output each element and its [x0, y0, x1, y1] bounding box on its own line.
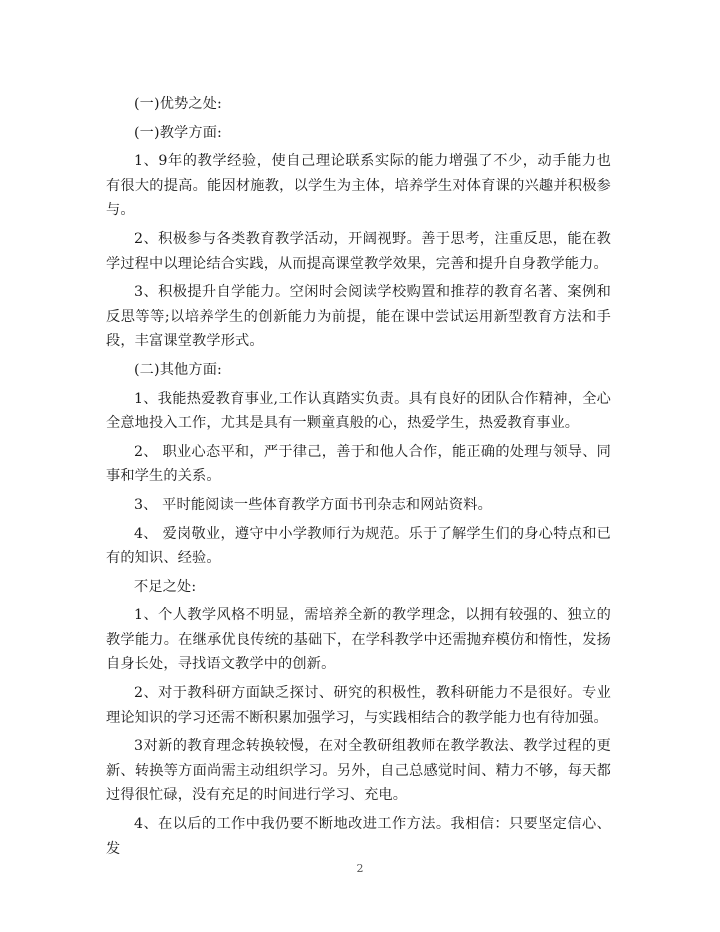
heading-shortcomings: 不足之处:	[134, 578, 197, 595]
paragraph-other-3: 3、 平时能阅读一些体育教学方面书刊杂志和网站资料。	[134, 496, 492, 513]
paragraph-shortcoming-4: 4、在以后的工作中我仍要不断地改进工作方法。我相信：只要坚定信心、发	[106, 816, 611, 857]
paragraph-teaching-1: 1、9年的教学经验，使自己理论联系实际的能力增强了不少，动手能力也有很大的提高。能因材施教，以学生为主体，培养学生对体育课的兴趣并积极参与。	[106, 153, 611, 219]
paragraph-shortcoming-1: 1、个人教学风格不明显，需培养全新的教学理念，以拥有较强的、独立的教学能力。在继承优良传统的基础下，在学科教学中还需抛弃模仿和惰性，发扬自身长处，寻找语文教学中的创新。	[106, 607, 611, 673]
heading-strengths: (一)优势之处:	[134, 96, 222, 112]
paragraph-other-4: 4、 爱岗敬业，遵守中小学教师行为规范。乐于了解学生们的身心特点和已有的知识、经验。	[106, 525, 611, 567]
paragraph-teaching-2: 2、积极参与各类教育教学活动，开阔视野。善于思考，注重反思，能在教学过程中以理论结合实践，从而提高课堂教学效果，完善和提升自身教学能力。	[106, 230, 611, 272]
paragraph-other-2: 2、 职业心态平和，严于律己，善于和他人合作，能正确的处理与领导、同事和学生的关系。	[106, 443, 611, 485]
heading-teaching: (一)教学方面:	[134, 124, 222, 141]
heading-other: (二)其他方面:	[134, 361, 222, 378]
paragraph-shortcoming-2: 2、对于教科研方面缺乏探讨、研究的积极性，教科研能力不是很好。专业理论知识的学习还需不断积累加强学习，与实践相结合的教学能力也有待加强。	[106, 685, 611, 726]
paragraph-shortcoming-3: 3对新的教育理念转换较慢，在对全教研组教师在教学教法、教学过程的更新、转换等方面尚需主动组织学习。另外，自己总感觉时间、精力不够，每天都过得很忙碌，没有充足的时间进行学习、充电。	[106, 738, 611, 804]
page-number: 2	[356, 862, 364, 875]
paragraph-teaching-3: 3、积极提升自学能力。空闲时会阅读学校购置和推荐的教育名著、案例和反思等等;以培养学生的创新能力为前提，能在课中尝试运用新型教育方法和手段，丰富课堂教学形式。	[106, 284, 611, 350]
paragraph-other-1: 1、我能热爱教育事业,工作认真踏实负责。具有良好的团队合作精神，全心全意地投入工作，尤其是具有一颗童真般的心，热爱学生，热爱教育事业。	[106, 390, 611, 432]
document-body	[106, 92, 611, 861]
